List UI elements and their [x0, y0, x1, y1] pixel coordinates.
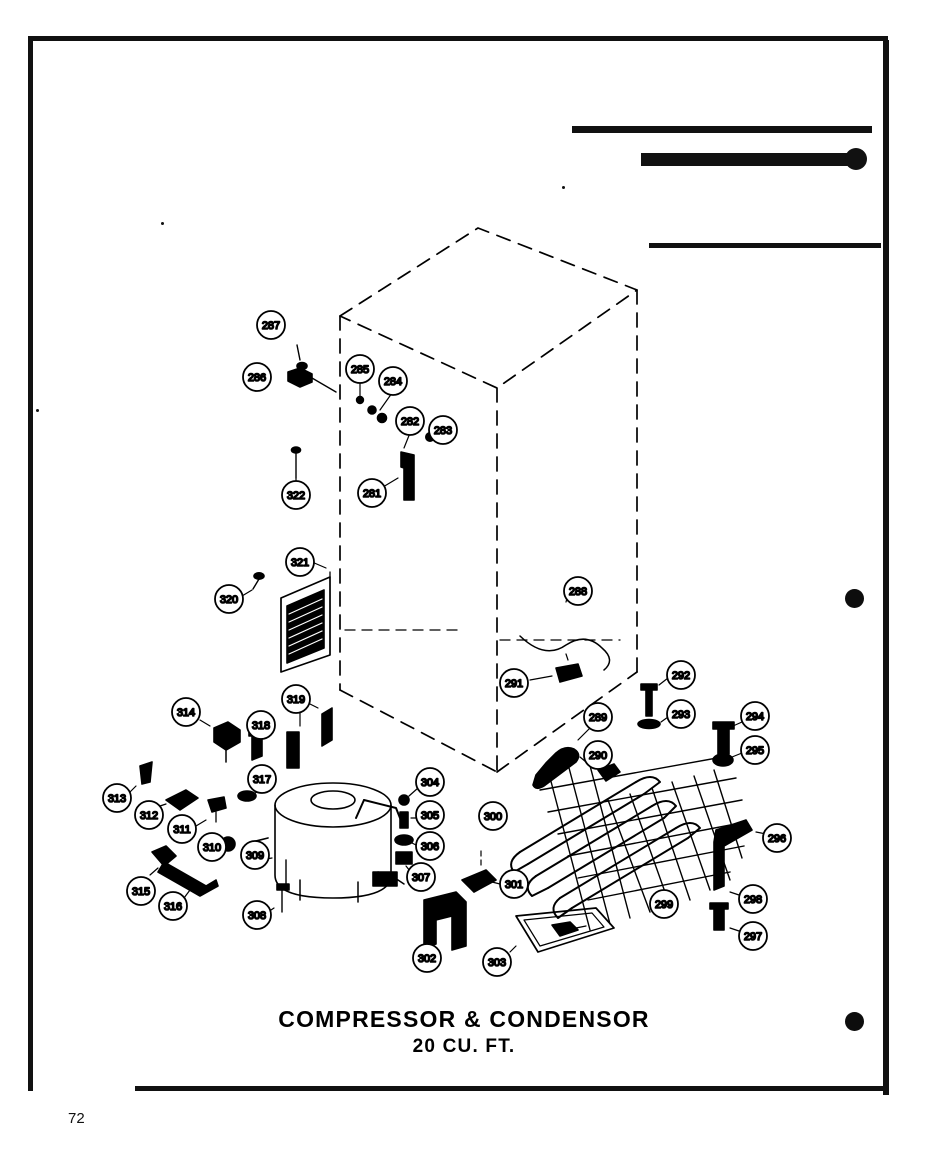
callout-number: 293: [671, 709, 691, 721]
callout-number: 313: [107, 793, 127, 805]
callout-304: [416, 768, 444, 796]
callout-301: [500, 870, 528, 898]
callout-number: 312: [139, 810, 159, 822]
callout-number: 301: [504, 879, 524, 891]
callout-number: 288: [568, 586, 588, 598]
callout-295: [741, 736, 769, 764]
callout-291: [500, 669, 528, 697]
callout-311: [168, 815, 196, 843]
callout-294: [741, 702, 769, 730]
callout-281: [358, 479, 386, 507]
callout-number: 292: [671, 670, 691, 682]
callout-number: 299: [654, 899, 674, 911]
callout-317: [248, 765, 276, 793]
callout-number: 308: [247, 910, 267, 922]
callout-314: [172, 698, 200, 726]
callout-number: 287: [261, 320, 281, 332]
callout-number: 285: [350, 364, 370, 376]
callout-296: [763, 824, 791, 852]
callout-number: 302: [417, 953, 437, 965]
callout-number: 291: [504, 678, 524, 690]
callout-310: [198, 833, 226, 861]
callout-309: [241, 841, 269, 869]
callout-319: [282, 685, 310, 713]
callout-number: 289: [588, 712, 608, 724]
callout-number: 320: [219, 594, 239, 606]
page-number: 72: [68, 1110, 85, 1127]
callout-303: [483, 948, 511, 976]
callout-285: [346, 355, 374, 383]
callout-number: 309: [245, 850, 265, 862]
callout-number: 315: [131, 886, 151, 898]
callout-322: [282, 481, 310, 509]
callout-313: [103, 784, 131, 812]
callout-284: [379, 367, 407, 395]
callout-299: [650, 890, 678, 918]
callout-290: [584, 741, 612, 769]
callout-number: 311: [173, 824, 191, 836]
callout-number: 321: [290, 557, 310, 569]
callout-number: 294: [745, 711, 765, 723]
caption-line-2: 20 CU. FT.: [412, 1036, 516, 1057]
callout-number: 319: [286, 694, 306, 706]
callout-number: 300: [483, 811, 503, 823]
callout-number: 283: [433, 425, 453, 437]
callout-283: [429, 416, 457, 444]
caption-line-1: COMPRESSOR & CONDENSOR: [278, 1006, 650, 1032]
callout-number: 316: [163, 901, 183, 913]
callout-number: 298: [743, 894, 763, 906]
callout-298: [739, 885, 767, 913]
callout-302: [413, 944, 441, 972]
callout-number: 303: [487, 957, 507, 969]
callout-number: 317: [252, 774, 272, 786]
callout-287: [257, 311, 285, 339]
callout-286: [243, 363, 271, 391]
callout-number: 318: [251, 720, 271, 732]
callout-312: [135, 801, 163, 829]
callout-305: [416, 801, 444, 829]
callout-300: [479, 802, 507, 830]
callout-308: [243, 901, 271, 929]
callout-number: 305: [420, 810, 440, 822]
callout-288: [564, 577, 592, 605]
callout-282: [396, 407, 424, 435]
callout-number: 281: [362, 488, 382, 500]
callout-297: [739, 922, 767, 950]
callout-number: 284: [383, 376, 403, 388]
callout-number: 297: [743, 931, 763, 943]
callout-307: [407, 863, 435, 891]
callout-306: [416, 832, 444, 860]
callout-number: 306: [420, 841, 440, 853]
callout-number: 307: [411, 872, 431, 884]
callout-320: [215, 585, 243, 613]
callout-number: 322: [286, 490, 306, 502]
callout-number: 310: [202, 842, 222, 854]
callout-number: 282: [400, 416, 420, 428]
callout-321: [286, 548, 314, 576]
callout-315: [127, 877, 155, 905]
callout-293: [667, 700, 695, 728]
callout-289: [584, 703, 612, 731]
callout-292: [667, 661, 695, 689]
callout-number: 304: [420, 777, 440, 789]
callout-number: 286: [247, 372, 267, 384]
callout-number: 295: [745, 745, 765, 757]
callout-number: 296: [767, 833, 787, 845]
callout-316: [159, 892, 187, 920]
callout-318: [247, 711, 275, 739]
callout-number: 314: [176, 707, 196, 719]
figure-caption: [0, 1006, 928, 1058]
callout-number: 290: [588, 750, 608, 762]
